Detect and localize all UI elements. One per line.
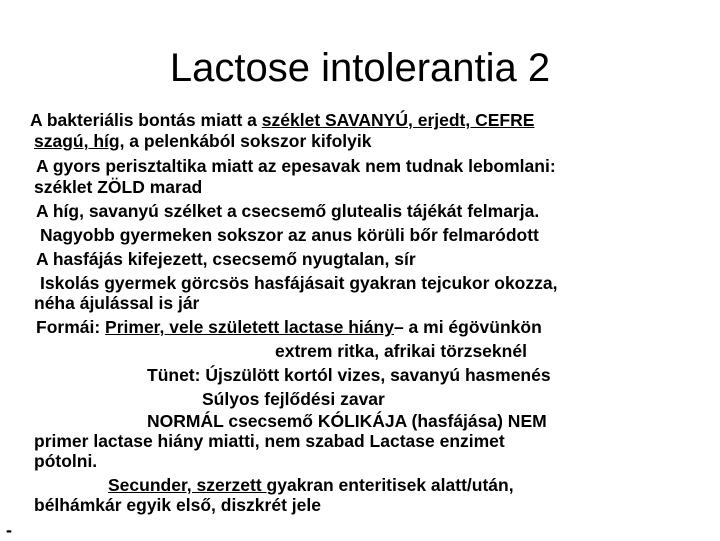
line-abdominal-pain: A hasfájás kifejezett, csecsemő nyugtalan, sír	[36, 249, 416, 269]
slide-title: Lactose intolerantia 2	[169, 46, 551, 90]
line-development: Súlyos fejlődési zavar	[202, 389, 385, 409]
line-green-stool: széklet ZÖLD marad	[34, 177, 203, 197]
text-run: gyakran enteritisek alatt/után,	[266, 475, 514, 495]
line-older-child: Nagyobb gyermeken sokszor az anus körüli bőr felmaródott	[40, 225, 539, 245]
line-extreme-rare: extrem ritka, afrikai törzseknél	[275, 341, 527, 361]
line-peristalsis: A gyors perisztaltika miatt az epesavak nem tudnak lebomlani:	[36, 156, 556, 176]
underlined-text: szagú, híg	[34, 131, 120, 151]
underlined-text: Secunder, szerzett	[108, 475, 267, 495]
text-run: Formái:	[36, 317, 106, 337]
line-normal-colic: NORMÁL csecsemő KÓLIKÁJA (hasfájása) NEM	[147, 411, 547, 431]
text-run: – a mi égövünkön	[393, 317, 542, 337]
line-mucosal-damage: bélhámkár egyik első, diszkrét jele	[34, 495, 321, 515]
line-secunder	[108, 475, 514, 496]
line-primer-lactase: primer lactase hiány miatti, nem szabad Lactase enzimet	[34, 431, 505, 451]
line-symptom: Tünet: Újszülött kortól vizes, savanyú hasmenés	[147, 365, 551, 385]
underlined-text: széklet SAVANYÚ, erjedt, CEFRE	[261, 110, 535, 130]
line-school-child: Iskolás gyermek görcsös hasfájásait gyakran tejcukor okozza,	[40, 273, 558, 293]
bullet-dash: -	[6, 520, 12, 540]
line-smell	[34, 131, 371, 152]
line-bacterial-breakdown	[30, 110, 534, 131]
line-fainting: néha ájulással is jár	[34, 293, 200, 313]
line-forms	[36, 317, 542, 338]
text-run: , a pelenkából sokszor kifolyik	[119, 131, 372, 151]
underlined-text: Primer, vele született lactase hiány	[105, 317, 394, 337]
text-run: A bakteriális bontás miatt a	[30, 110, 262, 130]
line-gluteal: A híg, savanyú szélket a csecsemő glutealis tájékát felmarja.	[36, 201, 540, 221]
line-replace: pótolni.	[34, 451, 98, 471]
